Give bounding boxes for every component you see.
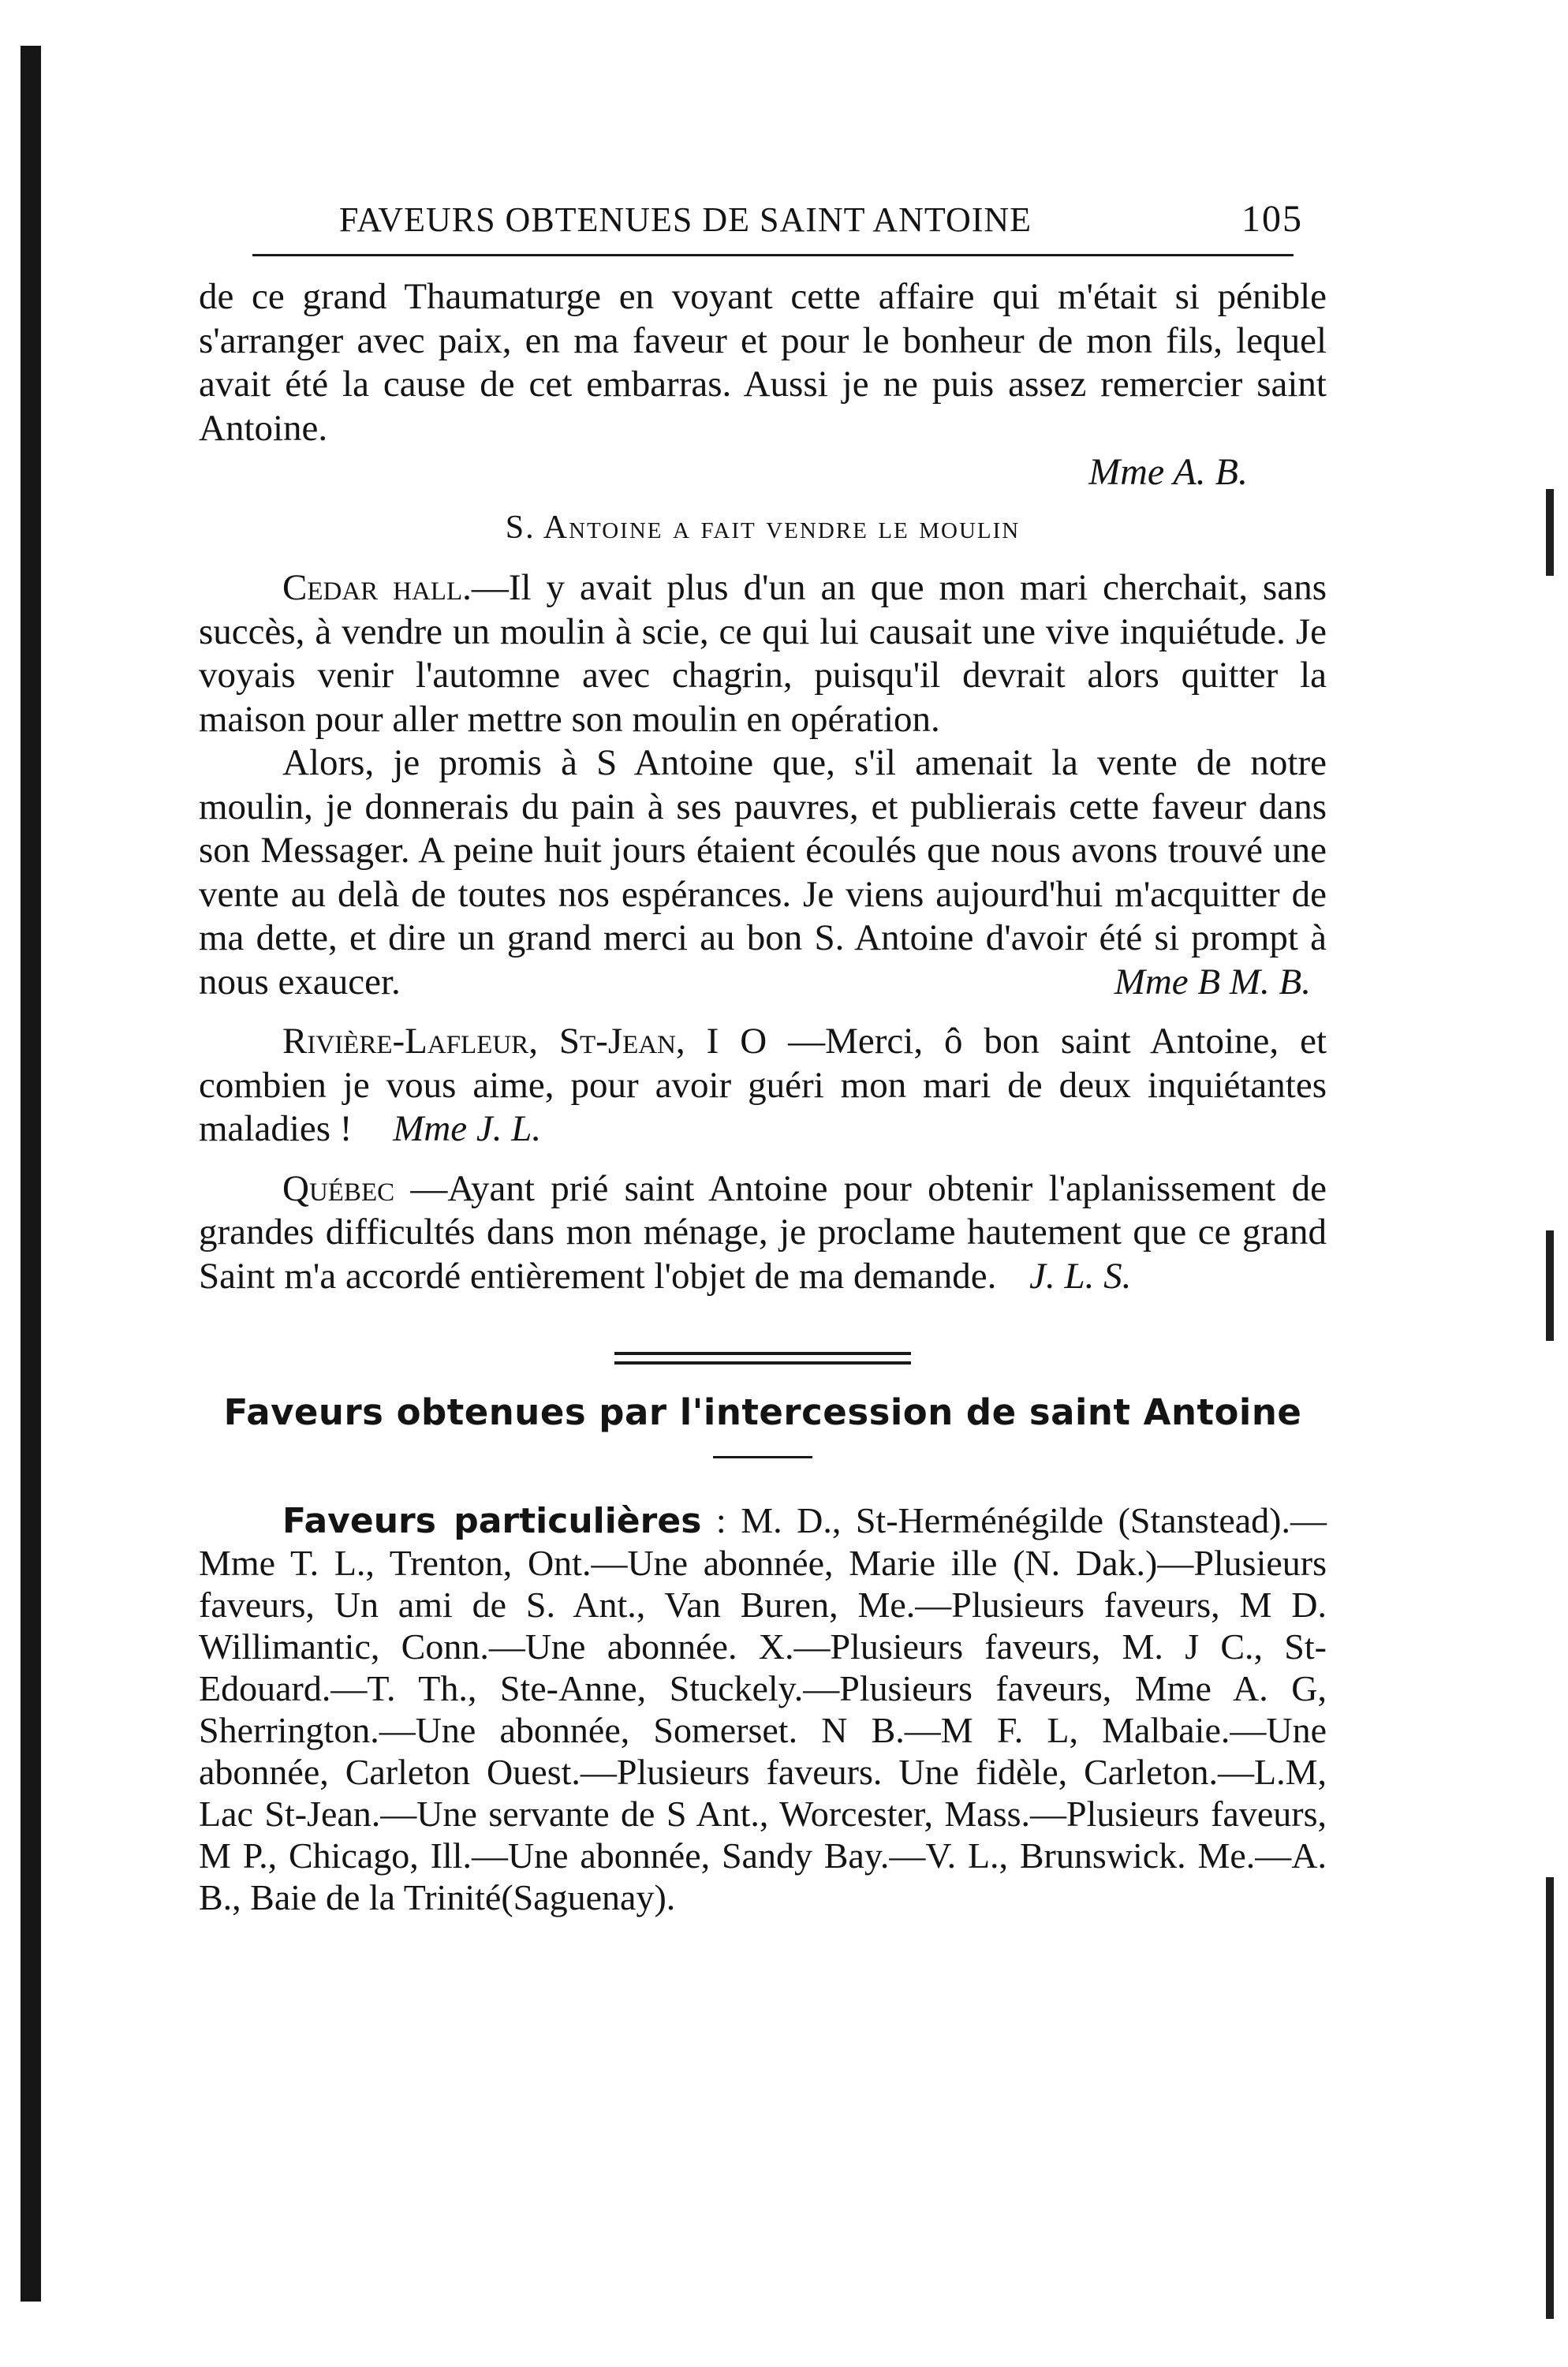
paragraph-riviere-lafleur [199,1020,1327,1152]
paragraph-text: —Il y avait plus d'un an que mon mari cherchait, sans succès, à vendre un moulin à scie, ce qui lui causait une vive inquiétude. Je voyais venir l'automne avec chagrin, puisqu'il devrait alors quitter la maison pour aller mettre son moulin en opération. [199,567,1327,740]
place-name: Québec [282,1167,395,1209]
signature: Mme J. L. [393,1108,542,1149]
paragraph-text: Alors, je promis à S Antoine que, s'il amenait la vente de notre moulin, je donnerais du pain à ses pauvres, et publierais cette faveur dans son Messager. A peine huit jours étaient écoulés que nous avons trouvé une vente au delà de toutes nos espérances. Je viens aujourd'hui m'acquitter de ma dette, et dire un grand merci au bon S. Antoine d'avoir été si prompt à nous exaucer. [199,742,1327,1002]
favors-list [199,1499,1327,1918]
favors-text: : M. D., St-Herménégilde (Stanstead).—Mme T. L., Trenton, Ont.—Une abonnée, Marie ille (N. Dak.)—Plusieurs faveurs, Un ami de S. Ant., Van Buren, Me.—Plusieurs faveurs, M D. Willimantic, Conn.—Une abonnée. X.—Plusieurs faveurs, M. J C., St-Edouard.—T. Th., Ste-Anne, Stuckely.—Plusieurs faveurs, Mme A. G, Sherrington.—Une abonnée, Somerset. N B.—M F. L, Malbaie.—Une abonnée, Carleton Ouest.—Plusieurs faveurs. Une fidèle, Carleton.—L.M, Lac St-Jean.—Une servante de S Ant., Worcester, Mass.—Plusieurs faveurs, M P., Chicago, Ill.—Une abonnée, Sandy Bay.—V. L., Brunswick. Me.—A. B., Baie de la Trinité(Saguenay). [199,1500,1327,1917]
section-divider [614,1352,911,1365]
favors-lead: Faveurs particulières [282,1501,702,1541]
paragraph-text: —Merci, ô bon saint Antoine, et combien je vous aime, pour avoir guéri mon mari de deux inquiétantes maladies ! [199,1021,1327,1149]
article-title: S. Antoine a fait vendre le moulin [505,510,1021,546]
title-rule [713,1456,812,1458]
signature: J. L. S. [1029,1255,1132,1297]
place-name: Cedar hall. [282,567,472,608]
page-edge-mark [1546,1230,1554,1341]
page-body [199,197,1327,1918]
paragraph-continuation: de ce grand Thaumaturge en voyant cette affaire qui m'était si pénible s'arranger avec paix, en ma faveur et pour le bonheur de mon fils, lequel avait été la cause de cet embarras. Aussi je ne puis assez remercier saint Antoine. [199,276,1327,449]
running-title: FAVEURS OBTENUES DE SAINT ANTOINE [339,200,1032,239]
paragraph-promise [199,741,1327,1004]
binding-edge [21,46,41,2302]
paragraph-cedar-hall [199,566,1327,741]
page-edge-mark [1546,1877,1554,2319]
paragraph-text: —Ayant prié saint Antoine pour obtenir l'aplanissement de grandes difficultés dans mon ménage, je proclame hautement que ce grand Saint m'a accordé entièrement l'objet de ma demande. [199,1167,1327,1297]
page-edge-mark [1546,489,1554,576]
running-head [199,197,1327,245]
place-name: Rivière-Lafleur, St-Jean, I O [282,1021,767,1062]
signature: Mme B M. B. [1114,961,1311,1002]
paragraph-quebec [199,1167,1327,1299]
section-title: Faveurs obtenues par l'intercession de saint Antoine [223,1391,1302,1433]
page-number: 105 [1241,198,1303,240]
signature: Mme A. B. [1088,451,1248,493]
header-rule [252,254,1294,256]
